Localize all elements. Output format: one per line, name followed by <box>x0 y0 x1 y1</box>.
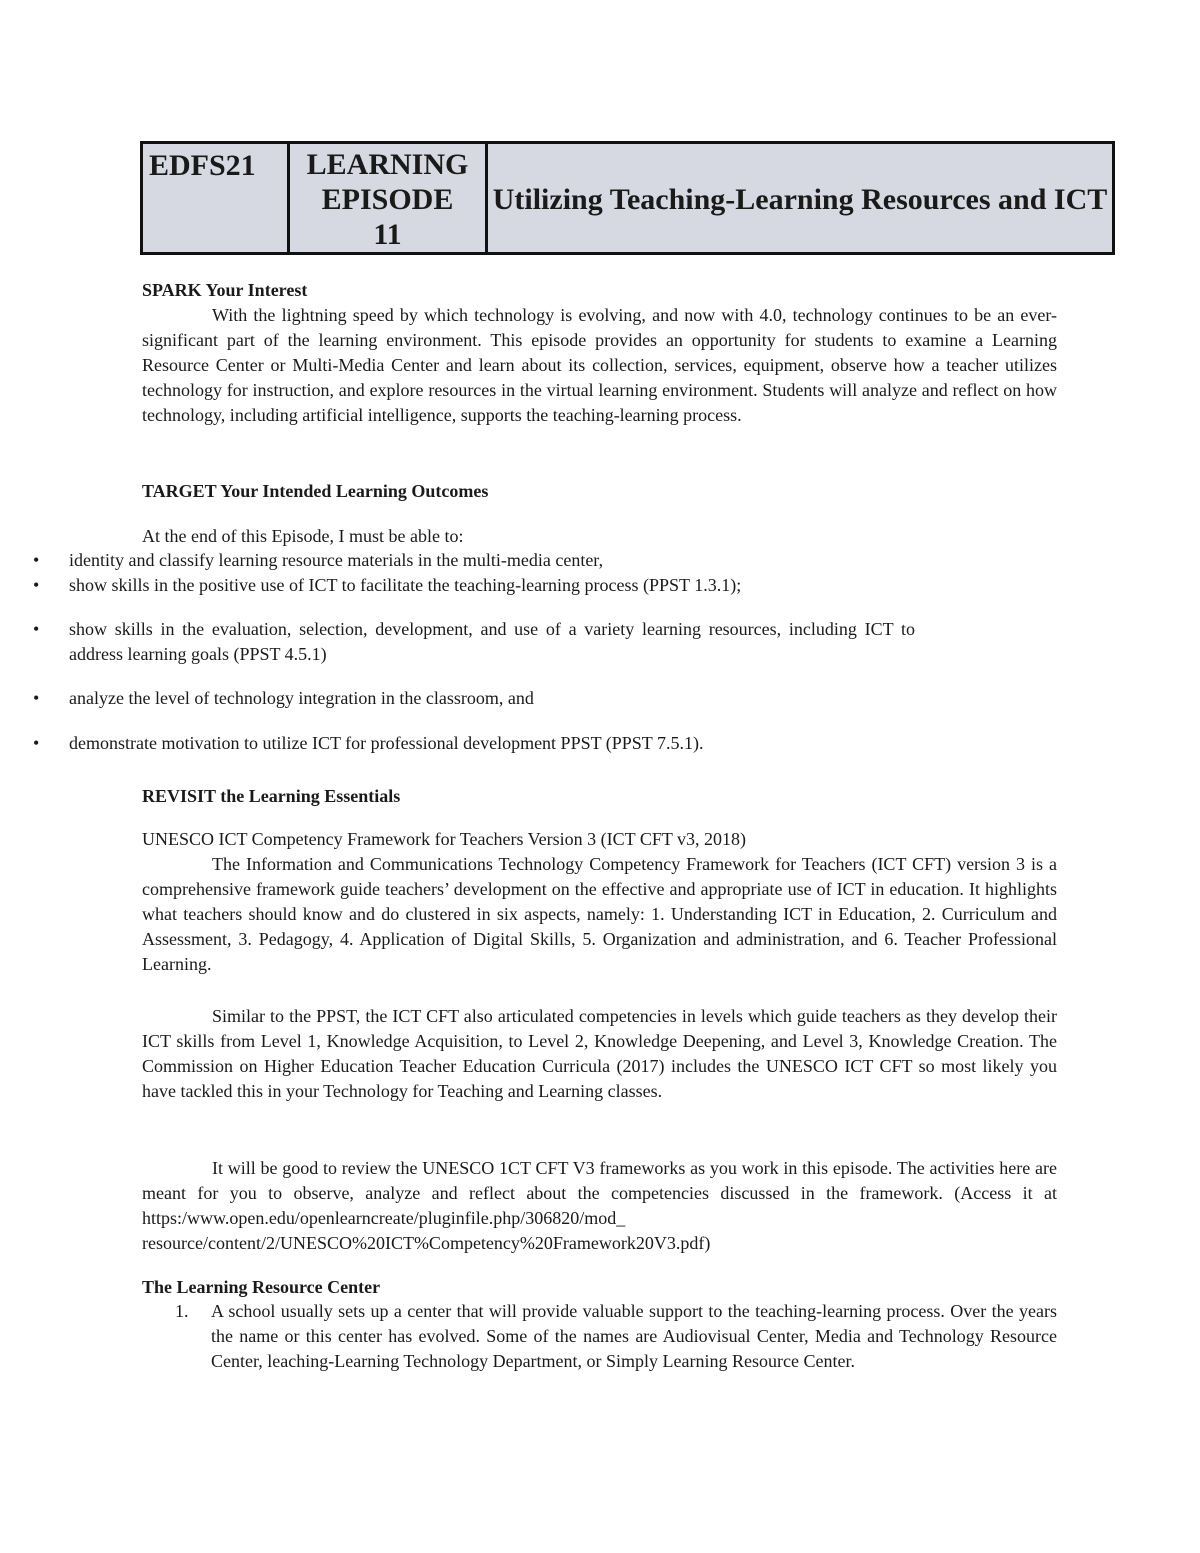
bullet-icon: • <box>33 688 40 708</box>
header-table <box>140 141 1115 255</box>
bullet-icon: • <box>33 575 40 595</box>
target-intro: At the end of this Episode, I must be able to: <box>142 526 464 546</box>
revisit-subtitle: UNESCO ICT Competency Framework for Teachers Version 3 (ICT CFT v3, 2018) <box>142 829 747 849</box>
bullet-icon: • <box>33 550 40 570</box>
revisit-paragraph-1: The Information and Communications Technology Competency Framework for Teachers (ICT CFT) version 3 is a comprehensive framework guide teachers’ development on the effective and appropriate use of ICT in education. It highlights what teachers should know and do clustered in six aspects, namely: 1. Understanding ICT in Education, 2. Curriculum and Assessment, 3. Pedagogy, 4. Application of Digital Skills, 5. Organization and administration, and 6. Teacher Professional Learning. <box>142 854 1057 974</box>
revisit-heading: REVISIT the Learning Essentials <box>142 786 401 806</box>
document-page: EDFS21 LEARNING EPISODE 11 Utilizing Teaching-Learning Resources and ICT SPARK Your Interest With the lightning speed by which technology is evolving, and now with 4.0, technology continues to be an ever-significant part of the learning environment. This episode provides an opportunity for students to examine a Learning Resource Center or Multi-Media Center and learn about its collection, services, equipment, observe how a teacher utilizes technology for instruction, and explore resources in the virtual learning environment. Students will analyze and reflect on how technology, including artificial intelligence, supports the teaching-learning process. TARGET Your Intended Learning Outcomes At the end of this Episode, I must be able to: • identity and classify learning resource materials in the multi-media center, • show skills in the positive use of ICT to facilitate the teaching-learning process (PPST 1.3.1); • show skills in the evaluation, selection, development, and use of a variety learning resources, including ICT to address learning goals (PPST 4.5.1) • analyze the level of technology integration in the classroom, and • demonstrate motivation to utilize ICT for professional development PPST (PPST 7.5.1). REVISIT the Learning Essentials UNESCO ICT Competency Framework for Teachers Version 3 (ICT CFT v3, 2018) The Information and Communications Technology Competency Framework for Teachers (ICT CFT) version 3 is a comprehensive framework guide teachers’ development on the effective and appropriate use of ICT in education. It highlights what teachers should know and do clustered in six aspects, namely: 1. Understanding ICT in Education, 2. Curriculum and Assessment, 3. Pedagogy, 4. Application of Digital Skills, 5. Organization and administration, and 6. Teacher Professional Learning. Similar to the PPST, the ICT CFT also articulated competencies in levels which guide teachers as they develop their ICT skills from Level 1, Knowledge Acquisition, to Level 2, Knowledge Deepening, and Level 3, Knowledge Creation. The Commission on Higher Education Teacher Education Curricula (2017) includes the UNESCO ICT CFT so most likely you have tackled this in your Technology for Teaching and Learning classes. It will be good to review the UNESCO 1CT CFT V3 frameworks as you work in this episode. The activities here are meant for you to observe, analyze and reflect about the competencies discussed in the framework. (Access it at https:/www.open.edu/openlearncreate/pluginfile.php/306820/mod_ resource/content/2/UNESCO%20ICT%Competency%20Framework20V3.pdf) The Learning Resource Center 1. A school usually sets up a center that will provide valuable support to the teaching-learning process. Over the years the name or this center has evolved. Some of the names are Audiovisual Center, Media and Technology Resource Center, leaching-Learning Technology Department, or Simply Learning Resource Center. <box>0 0 1200 1553</box>
lrc-heading: The Learning Resource Center <box>142 1277 381 1297</box>
bullet-icon: • <box>33 733 40 753</box>
spark-paragraph: With the lightning speed by which technology is evolving, and now with 4.0, technology continues to be an ever-significant part of the learning environment. This episode provides an opportunity for students to examine a Learning Resource Center or Multi-Media Center and learn about its collection, services, equipment, observe how a teacher utilizes technology for instruction, and explore resources in the virtual learning environment. Students will analyze and reflect on how technology, including artificial intelligence, supports the teaching-learning process. <box>142 305 1057 425</box>
course-code: EDFS21 <box>142 143 289 254</box>
spark-heading: SPARK Your Interest <box>142 280 308 300</box>
episode-label: LEARNING EPISODE 11 <box>289 143 487 254</box>
target-heading: TARGET Your Intended Learning Outcomes <box>142 481 489 501</box>
bullet-icon: • <box>33 619 40 639</box>
episode-title: Utilizing Teaching-Learning Resources and ICT <box>487 143 1114 254</box>
revisit-paragraph-2: Similar to the PPST, the ICT CFT also articulated competencies in levels which guide teachers as they develop their ICT skills from Level 1, Knowledge Acquisition, to Level 2, Knowledge Deepening, and Level 3, Knowledge Creation. The Commission on Higher Education Teacher Education Curricula (2017) includes the UNESCO ICT CFT so most likely you have tackled this in your Technology for Teaching and Learning classes. <box>142 1006 1057 1101</box>
revisit-paragraph-3: It will be good to review the UNESCO 1CT CFT V3 frameworks as you work in this episode. The activities here are meant for you to observe, analyze and reflect about the competencies discussed in the framework. (Access it at https:/www.open.edu/openlearncreate/pluginfile.php/306820/mod_ resource/content/2/UNESCO%20ICT%Competency%20Framework20V3.pdf) <box>142 1158 1057 1253</box>
